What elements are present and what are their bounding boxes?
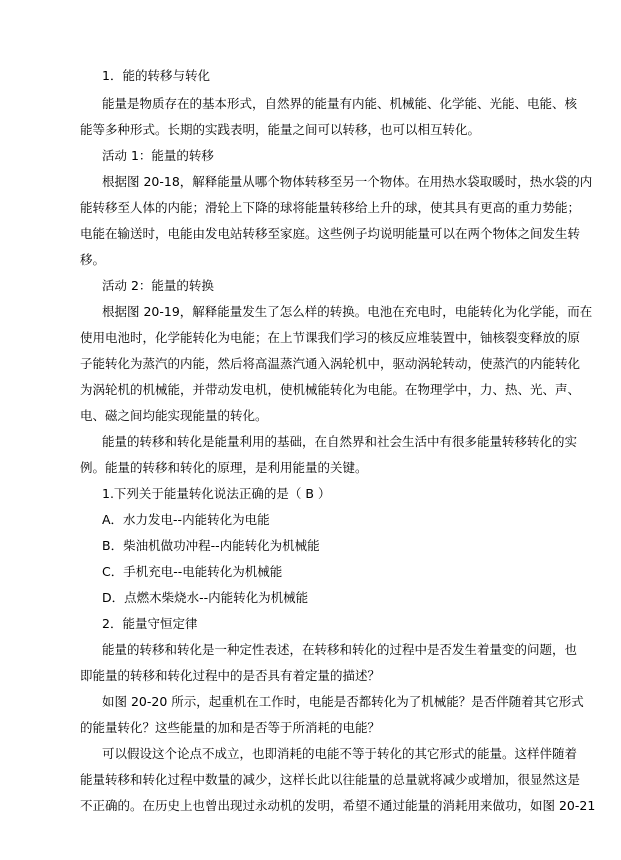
activity-heading-2: 活动 2：能量的转换 bbox=[102, 278, 214, 293]
paragraph-line: 能量的转移和转化是能量利用的基础，在自然界和社会生活中有很多能量转移转化的实 bbox=[102, 434, 578, 449]
paragraph-line: 能量的转移和转化是一种定性表述，在转移和转化的过程中是否发生着量变的问题，也 bbox=[102, 642, 578, 657]
paragraph-line: 能量转移和转化过程中数量的减少，这样长此以往能量的总量就将减少或增加，很显然这是 bbox=[80, 772, 581, 787]
question-option-c: C．手机充电--电能转化为机械能 bbox=[102, 564, 283, 579]
paragraph-line: 的能量转化？这些能量的加和是否等于所消耗的电能？ bbox=[80, 720, 381, 735]
paragraph-line: 根据图 20-19，解释能量发生了怎么样的转换。电池在充电时，电能转化为化学能，而在 bbox=[102, 304, 593, 319]
paragraph-line: 如图 20-20 所示，起重机在工作时，电能是否都转化为了机械能？是否伴随着其它形式 bbox=[102, 694, 584, 709]
paragraph-line: 能量是物质存在的基本形式，自然界的能量有内能、机械能、化学能、光能、电能、核 bbox=[102, 96, 578, 111]
question-option-b: B．柴油机做功冲程--内能转化为机械能 bbox=[102, 538, 320, 553]
paragraph-line: 即能量的转移和转化过程中的是否具有着定量的描述？ bbox=[80, 668, 381, 683]
paragraph-line: 例。能量的转移和转化的原理，是利用能量的关键。 bbox=[80, 460, 368, 475]
paragraph-line: 能转移至人体的内能；滑轮上下降的球将能量转移给上升的球，使其具有更高的重力势能； bbox=[80, 200, 581, 215]
question-option-a: A．水力发电--内能转化为电能 bbox=[102, 512, 270, 527]
paragraph-line: 电、磁之间均能实现能量的转化。 bbox=[80, 408, 268, 423]
paragraph-line: 能等多种形式。长期的实践表明，能量之间可以转移，也可以相互转化。 bbox=[80, 122, 481, 137]
paragraph-line: 可以假设这个论点不成立，也即消耗的电能不等于转化的其它形式的能量。这样伴随着 bbox=[102, 746, 578, 761]
paragraph-line: 为涡轮机的机械能，并带动发电机，使机械能转化为电能。在物理学中，力、热、光、声、 bbox=[80, 382, 581, 397]
paragraph-line: 移。 bbox=[80, 252, 106, 267]
paragraph-line: 子能转化为蒸汽的内能，然后将高温蒸汽通入涡轮机中，驱动涡轮转动，使蒸汽的内能转化 bbox=[80, 356, 581, 371]
paragraph-line: 不正确的。在历史上也曾出现过永动机的发明，希望不通过能量的消耗用来做功，如图 20-21 bbox=[80, 798, 596, 813]
paragraph-line: 根据图 20-18，解释能量从哪个物体转移至另一个物体。在用热水袋取暖时，热水袋的内 bbox=[102, 174, 593, 189]
paragraph-line: 电能在输送时，电能由发电站转移至家庭。这些例子均说明能量可以在两个物体之间发生转 bbox=[80, 226, 581, 241]
activity-heading-1: 活动 1：能量的转移 bbox=[102, 148, 214, 163]
section-heading-1: 1．能的转移与转化 bbox=[102, 68, 210, 83]
question-option-d: D．点燃木柴烧水--内能转化为机械能 bbox=[102, 590, 309, 605]
question-stem: 1.下列关于能量转化说法正确的是（ B ） bbox=[102, 486, 331, 501]
paragraph-line: 使用电池时，化学能转化为电能；在上节课我们学习的核反应堆装置中，铀核裂变释放的原 bbox=[80, 330, 581, 345]
section-heading-2: 2．能量守恒定律 bbox=[102, 616, 198, 631]
